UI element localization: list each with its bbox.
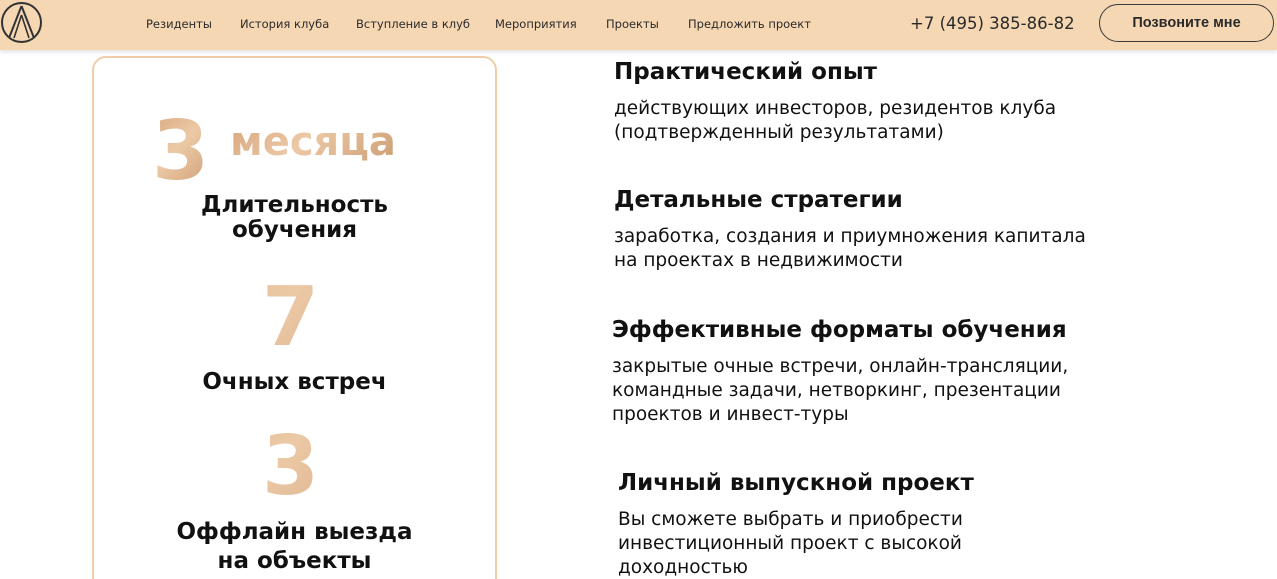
feature-text-formats-line3: проектов и инвест-туры — [612, 404, 849, 425]
club-logo-icon[interactable] — [0, 1, 43, 44]
nav-item-events[interactable]: Мероприятия — [495, 17, 577, 31]
feature-text-graduation-line3: доходностью — [618, 557, 749, 578]
feature-text-graduation-line1: Вы сможете выбрать и приобрести — [618, 509, 963, 530]
feature-text-strategies-line1: заработка, создания и приумножения капитала — [614, 226, 1086, 247]
feature-text-experience-line2: (подтвержденный результатами) — [614, 122, 944, 143]
feature-title-strategies: Детальные стратегии — [614, 187, 903, 213]
stat-meetings-number: 7 — [94, 276, 487, 360]
nav-item-residents[interactable]: Резиденты — [146, 17, 212, 31]
stats-card — [92, 56, 497, 579]
feature-title-graduation-project: Личный выпускной проект — [618, 470, 974, 496]
nav-item-propose-project[interactable]: Предложить проект — [688, 17, 811, 31]
site-header — [0, 0, 1277, 50]
feature-text-strategies-line2: на проектах в недвижимости — [614, 250, 903, 271]
phone-number[interactable]: +7 (495) 385-86-82 — [910, 14, 1075, 33]
stat-trips-label-line2: на объекты — [217, 548, 372, 574]
stat-duration-number: 3 — [152, 104, 210, 199]
feature-text-experience-line1: действующих инвесторов, резидентов клуба — [614, 98, 1057, 119]
stat-meetings-label: Очных встреч — [202, 369, 387, 395]
stat-duration-label-line1: Длительность — [201, 192, 388, 218]
call-me-button[interactable]: Позвоните мне — [1099, 4, 1274, 42]
nav-item-club-history[interactable]: История клуба — [240, 17, 330, 31]
feature-title-experience: Практический опыт — [614, 59, 877, 85]
feature-text-formats-line1: закрытые очные встречи, онлайн-трансляции, — [612, 356, 1069, 377]
stat-trips-number: 3 — [94, 425, 487, 509]
feature-text-graduation-line2: инвестиционный проект с высокой — [618, 533, 962, 554]
nav-item-join-club[interactable]: Вступление в клуб — [356, 17, 471, 31]
feature-title-formats: Эффективные форматы обучения — [612, 317, 1067, 343]
nav-item-projects[interactable]: Проекты — [606, 17, 659, 31]
stat-duration-label-line2: обучения — [231, 217, 358, 243]
feature-text-formats-line2: командные задачи, нетворкинг, презентации — [612, 380, 1061, 401]
stat-duration-unit: месяца — [230, 119, 396, 165]
stat-trips-label-line1: Оффлайн выезда — [176, 519, 413, 545]
